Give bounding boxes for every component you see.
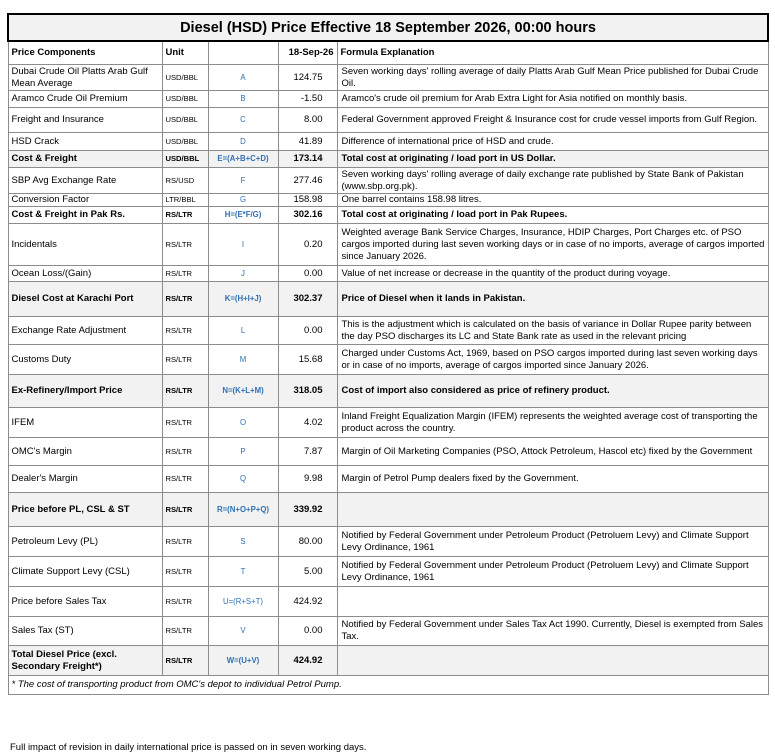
table-row — [8, 317, 768, 345]
table-row — [8, 375, 768, 408]
footnote-row — [8, 676, 768, 695]
row-explanation: Charged under Customs Act, 1969, based on PSO cargos imported during last seven working days or in case of no imports, average of cargos imported since January 2026. — [337, 345, 768, 375]
row-explanation: Seven working days' rolling average of daily exchange rate published by State Bank of Pakistan (www.sbp.org.pk). — [337, 168, 768, 194]
table-row — [8, 438, 768, 466]
row-unit: RS/LTR — [162, 345, 208, 375]
table-row — [8, 557, 768, 587]
row-component: Petroleum Levy (PL) — [8, 527, 162, 557]
row-explanation: Notified by Federal Government under Petroleum Product (Petroluem Levy) and Climate Support Levy Ordinance, 1961 — [337, 557, 768, 587]
row-component: SBP Avg Exchange Rate — [8, 168, 162, 194]
row-explanation: Notified by Federal Government under Sales Tax Act 1990. Currently, Diesel is exempted from Sales Tax. — [337, 617, 768, 646]
table-row — [8, 151, 768, 168]
row-explanation: Margin of Petrol Pump dealers fixed by the Government. — [337, 466, 768, 493]
row-explanation: Margin of Oil Marketing Companies (PSO, Attock Petroleum, Hascol etc) fixed by the Government — [337, 438, 768, 466]
trailing-note: Full impact of revision in daily international price is passed on in seven working days. — [10, 742, 367, 753]
row-value: 0.20 — [278, 224, 337, 266]
row-value: 0.00 — [278, 317, 337, 345]
row-explanation — [337, 646, 768, 676]
price-table — [7, 13, 769, 695]
table-row — [8, 91, 768, 108]
row-code: B — [208, 91, 278, 108]
row-component: Dubai Crude Oil Platts Arab Gulf Mean Average — [8, 65, 162, 91]
row-unit: USD/BBL — [162, 151, 208, 168]
row-component: Cost & Freight — [8, 151, 162, 168]
row-component: Price before PL, CSL & ST — [8, 493, 162, 527]
row-component: IFEM — [8, 408, 162, 438]
row-code: L — [208, 317, 278, 345]
row-component: Ex-Refinery/Import Price — [8, 375, 162, 408]
row-value: 8.00 — [278, 108, 337, 133]
row-value: 173.14 — [278, 151, 337, 168]
row-code: Q — [208, 466, 278, 493]
row-unit: RS/LTR — [162, 438, 208, 466]
row-code: G — [208, 194, 278, 207]
row-value: 9.98 — [278, 466, 337, 493]
row-explanation: Difference of international price of HSD and crude. — [337, 133, 768, 151]
header-unit: Unit — [162, 41, 208, 65]
row-explanation: Total cost at originating / load port in Pak Rupees. — [337, 207, 768, 224]
row-code: E=(A+B+C+D) — [208, 151, 278, 168]
row-code: M — [208, 345, 278, 375]
row-component: Customs Duty — [8, 345, 162, 375]
row-unit: USD/BBL — [162, 91, 208, 108]
row-explanation: Aramco's crude oil premium for Arab Extra Light for Asia notified on monthly basis. — [337, 91, 768, 108]
row-unit: RS/LTR — [162, 408, 208, 438]
row-component: Sales Tax (ST) — [8, 617, 162, 646]
row-value: 0.00 — [278, 266, 337, 282]
row-code: P — [208, 438, 278, 466]
row-value: 7.87 — [278, 438, 337, 466]
row-unit: USD/BBL — [162, 133, 208, 151]
row-explanation: One barrel contains 158.98 litres. — [337, 194, 768, 207]
row-component: Conversion Factor — [8, 194, 162, 207]
row-code: V — [208, 617, 278, 646]
row-code: I — [208, 224, 278, 266]
row-code: U=(R+S+T) — [208, 587, 278, 617]
row-unit: RS/USD — [162, 168, 208, 194]
row-unit: RS/LTR — [162, 617, 208, 646]
row-value: 124.75 — [278, 65, 337, 91]
row-unit: RS/LTR — [162, 282, 208, 317]
header-explanation: Formula Explanation — [337, 41, 768, 65]
table-row — [8, 617, 768, 646]
row-component: Price before Sales Tax — [8, 587, 162, 617]
row-value: 302.37 — [278, 282, 337, 317]
row-code: N=(K+L+M) — [208, 375, 278, 408]
row-unit: RS/LTR — [162, 527, 208, 557]
row-code: R=(N+O+P+Q) — [208, 493, 278, 527]
row-unit: RS/LTR — [162, 375, 208, 408]
row-explanation: Inland Freight Equalization Margin (IFEM) represents the weighted average cost of transporting the product across the country. — [337, 408, 768, 438]
row-value: 15.68 — [278, 345, 337, 375]
header-component: Price Components — [8, 41, 162, 65]
row-value: 424.92 — [278, 587, 337, 617]
row-code: K=(H+I+J) — [208, 282, 278, 317]
row-component: Ocean Loss/(Gain) — [8, 266, 162, 282]
row-explanation: Seven working days' rolling average of daily Platts Arab Gulf Mean Price published for Dubai Crude Oil. — [337, 65, 768, 91]
row-value: 158.98 — [278, 194, 337, 207]
table-row — [8, 527, 768, 557]
row-value: 80.00 — [278, 527, 337, 557]
row-explanation: Price of Diesel when it lands in Pakistan. — [337, 282, 768, 317]
row-value: -1.50 — [278, 91, 337, 108]
row-component: Diesel Cost at Karachi Port — [8, 282, 162, 317]
row-component: Cost & Freight in Pak Rs. — [8, 207, 162, 224]
table-row — [8, 345, 768, 375]
row-code: O — [208, 408, 278, 438]
row-unit: USD/BBL — [162, 65, 208, 91]
row-value: 0.00 — [278, 617, 337, 646]
row-component: Aramco Crude Oil Premium — [8, 91, 162, 108]
row-component: Incidentals — [8, 224, 162, 266]
row-value: 424.92 — [278, 646, 337, 676]
table-row — [8, 108, 768, 133]
row-unit: RS/LTR — [162, 466, 208, 493]
table-row — [8, 408, 768, 438]
row-code: W=(U+V) — [208, 646, 278, 676]
row-code: C — [208, 108, 278, 133]
row-value: 5.00 — [278, 557, 337, 587]
row-unit: LTR/BBL — [162, 194, 208, 207]
row-value: 318.05 — [278, 375, 337, 408]
table-row — [8, 207, 768, 224]
row-unit: RS/LTR — [162, 317, 208, 345]
row-component: OMC's Margin — [8, 438, 162, 466]
table-row — [8, 194, 768, 207]
table-row — [8, 224, 768, 266]
row-unit: RS/LTR — [162, 224, 208, 266]
row-explanation: Federal Government approved Freight & Insurance cost for crude vessel imports from Gulf Region. — [337, 108, 768, 133]
row-explanation: Notified by Federal Government under Petroleum Product (Petroluem Levy) and Climate Support Levy Ordinance, 1961 — [337, 527, 768, 557]
table-row — [8, 587, 768, 617]
row-value: 302.16 — [278, 207, 337, 224]
row-value: 4.02 — [278, 408, 337, 438]
row-value: 339.92 — [278, 493, 337, 527]
row-code: S — [208, 527, 278, 557]
table-row — [8, 466, 768, 493]
row-explanation: Value of net increase or decrease in the quantity of the product during voyage. — [337, 266, 768, 282]
row-explanation — [337, 587, 768, 617]
header-code — [208, 41, 278, 65]
row-code: H=(E*F/G) — [208, 207, 278, 224]
table-row — [8, 266, 768, 282]
row-code: D — [208, 133, 278, 151]
row-component: Freight and Insurance — [8, 108, 162, 133]
table-row — [8, 282, 768, 317]
row-explanation: This is the adjustment which is calculated on the basis of variance in Dollar Rupee parity between the day PSO discharges its LC and State Bank rate as used in the relevant pricing — [337, 317, 768, 345]
row-unit: RS/LTR — [162, 207, 208, 224]
header-date: 18-Sep-26 — [278, 41, 337, 65]
footnote: * The cost of transporting product from OMC's depot to individual Petrol Pump. — [8, 676, 768, 695]
row-component: Climate Support Levy (CSL) — [8, 557, 162, 587]
table-row — [8, 168, 768, 194]
row-unit: USD/BBL — [162, 108, 208, 133]
row-explanation: Total cost at originating / load port in US Dollar. — [337, 151, 768, 168]
row-unit: RS/LTR — [162, 646, 208, 676]
row-unit: RS/LTR — [162, 266, 208, 282]
row-explanation — [337, 493, 768, 527]
row-code: A — [208, 65, 278, 91]
table-row — [8, 493, 768, 527]
row-component: HSD Crack — [8, 133, 162, 151]
row-component: Dealer's Margin — [8, 466, 162, 493]
row-code: F — [208, 168, 278, 194]
row-value: 277.46 — [278, 168, 337, 194]
row-unit: RS/LTR — [162, 587, 208, 617]
row-explanation: Cost of import also considered as price of refinery product. — [337, 375, 768, 408]
table-row — [8, 133, 768, 151]
row-explanation: Weighted average Bank Service Charges, Insurance, HDIP Charges, Port Charges etc. of PSO cargos imported during last seven working days or in case of no imports, average of cargos imported since January 2026. — [337, 224, 768, 266]
row-code: J — [208, 266, 278, 282]
row-value: 41.89 — [278, 133, 337, 151]
row-code: T — [208, 557, 278, 587]
page-title: Diesel (HSD) Price Effective 18 September 2026, 00:00 hours — [8, 14, 768, 41]
row-unit: RS/LTR — [162, 493, 208, 527]
row-component: Total Diesel Price (excl. Secondary Freight*) — [8, 646, 162, 676]
row-component: Exchange Rate Adjustment — [8, 317, 162, 345]
row-unit: RS/LTR — [162, 557, 208, 587]
table-row — [8, 646, 768, 676]
table-row — [8, 65, 768, 91]
